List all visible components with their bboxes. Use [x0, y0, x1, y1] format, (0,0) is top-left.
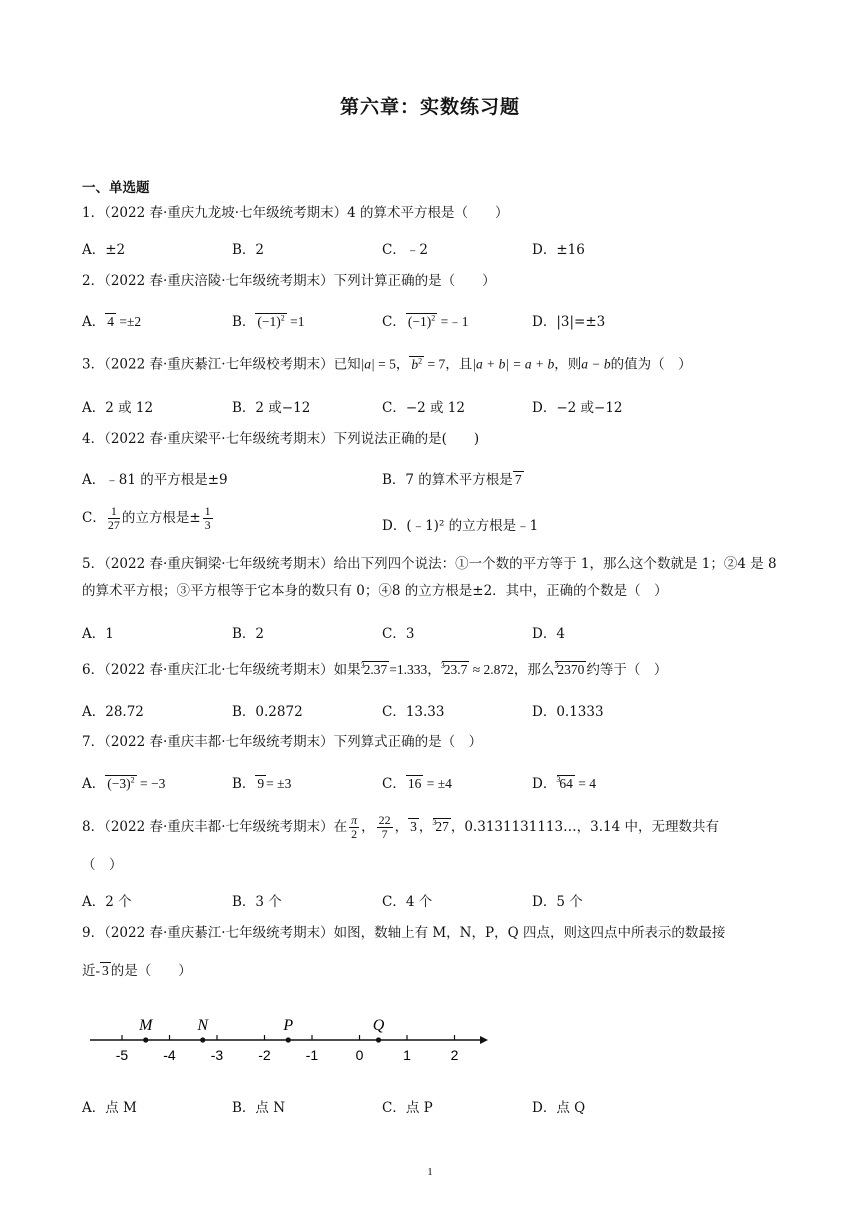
q6-option-d: D．0.1333: [532, 704, 604, 720]
q6-option-c: C．13.33: [382, 704, 445, 720]
q6-option-a: A．28.72: [82, 704, 144, 720]
q8-option-b: B．3 个: [232, 894, 282, 910]
q9-option-d: D．点 Q: [532, 1100, 586, 1116]
point-n: [200, 1037, 205, 1042]
q2-option-c: C． $(-1)^2$ =﹣1: [382, 313, 469, 330]
tick-label: 1: [403, 1047, 411, 1063]
question-1-stem: 1．（2022 春·重庆九龙坡·七年级统考期末）4 的算术平方根是（ ）: [82, 205, 509, 221]
q9-option-b: B．点 N: [232, 1100, 286, 1116]
q4-option-d: D．(﹣1)² 的立方根是﹣1: [382, 518, 539, 534]
question-8-stem: 8．（2022 春·重庆丰都·七年级统考期末）在 $\frac{\pi}{2}$ ， $\frac{22}{7}$ ， 3 ，$^3$27 ，0.3131131113…，3.14 中，无理数共有: [82, 813, 719, 842]
question-4-stem: 4．（2022 春·重庆梁平·七年级统考期末）下列说法正确的是( ): [82, 431, 480, 447]
q5-option-d: D．4: [532, 626, 565, 642]
point-p: [286, 1037, 291, 1042]
q8-option-a: A．2 个: [82, 894, 132, 910]
page-number: 1: [427, 1166, 433, 1178]
q5-option-b: B．2: [232, 626, 265, 642]
q3-option-a: A．2 或 12: [82, 400, 154, 416]
point-label-m: M: [139, 1017, 153, 1034]
q4-option-a: A．﹣81 的平方根是±9: [82, 472, 228, 488]
q1-option-b: B．2: [232, 242, 265, 258]
q7-option-b: B． 9 = ±3: [232, 776, 292, 792]
q8-option-d: D．5 个: [532, 894, 583, 910]
q4-option-c: C． $\frac{1}{27}$ 的立方根是± $\frac{1}{3}$: [82, 504, 211, 533]
q3-option-b: B．2 或−12: [232, 400, 311, 416]
question-6-stem: 6．（2022 春·重庆江北·七年级统考期末）如果$^3$2.37 =1.333，$^3$23.7 ≈ 2.872，那么$^3$2370 约等于（ ）: [82, 661, 668, 678]
question-5-stem: 5．（2022 春·重庆铜梁·七年级统考期末）给出下列四个说法：①一个数的平方等于 1，那么这个数就是 1；②4 是 8 的算术平方根；③平方根等于它本身的数只有 0；④8 的立方根是±2．其中，正确的个数是（ ）: [82, 556, 777, 599]
q7-option-a: A． $(-3)^2 = -3$: [82, 775, 166, 792]
point-label-p: P: [283, 1017, 294, 1034]
q5-option-a: A．1: [82, 626, 114, 642]
point-label-n: N: [197, 1017, 209, 1034]
question-3-stem: 3．（2022 春·重庆綦江·七年级校考期末）已知|a| = 5， $b^2 = 7$，且|a + b| = a + b，则a − b的值为（ ）: [82, 356, 692, 373]
tick-label: 2: [450, 1047, 459, 1063]
q6-option-b: B．0.2872: [232, 704, 303, 720]
point-q: [376, 1037, 381, 1042]
question-9-stem: 9．（2022 春·重庆綦江·七年级统考期末）如图，数轴上有 M，N，P，Q 四点，则这四点中所表示的数最接: [82, 925, 726, 941]
q3-option-c: C．−2 或 12: [382, 400, 465, 416]
q9-option-c: C．点 P: [382, 1100, 433, 1116]
question-2-stem: 2．（2022 春·重庆涪陵·七年级统考期末）下列计算正确的是（ ）: [82, 273, 496, 289]
section-heading: 一、单选题: [82, 180, 150, 196]
tick-label: -3: [210, 1047, 224, 1063]
q8-option-c: C．4 个: [382, 894, 433, 910]
q2-option-a: A． 4 =±2: [82, 314, 142, 330]
question-7-stem: 7．（2022 春·重庆丰都·七年级统考期末）下列算式正确的是（ ）: [82, 734, 483, 750]
question-8-paren: （ ）: [82, 857, 123, 873]
q2-option-b: B． $(-1)^2 =1$: [232, 313, 305, 330]
tick-label: 0: [355, 1047, 364, 1063]
point-m: [143, 1037, 148, 1042]
q1-option-a: A．±2: [82, 242, 126, 258]
question-9-stem-line2: 近- 3 的是（ ）: [82, 963, 192, 979]
q1-option-c: C．﹣2: [382, 242, 428, 258]
tick-label: -2: [258, 1047, 271, 1063]
tick-label: -4: [163, 1047, 176, 1063]
number-line-figure: [82, 1010, 502, 1070]
tick-label: -1: [305, 1047, 319, 1063]
point-label-q: Q: [372, 1017, 385, 1034]
page-title: 第六章：实数练习题: [339, 96, 520, 118]
tick-label: -5: [115, 1047, 129, 1063]
q5-option-c: C．3: [382, 626, 415, 642]
arrow-head-icon: [480, 1036, 488, 1044]
q9-option-a: A．点 M: [82, 1100, 137, 1116]
q2-option-d: D．|3|=±3: [532, 314, 606, 330]
q7-option-c: C． 16 = ±4: [382, 776, 452, 792]
q1-option-d: D．±16: [532, 242, 585, 258]
q3-option-d: D．−2 或−12: [532, 400, 623, 416]
q7-option-d: D．$^3$64 = 4: [532, 775, 596, 792]
q4-option-b: B．7 的算术平方根是 7: [382, 472, 522, 488]
